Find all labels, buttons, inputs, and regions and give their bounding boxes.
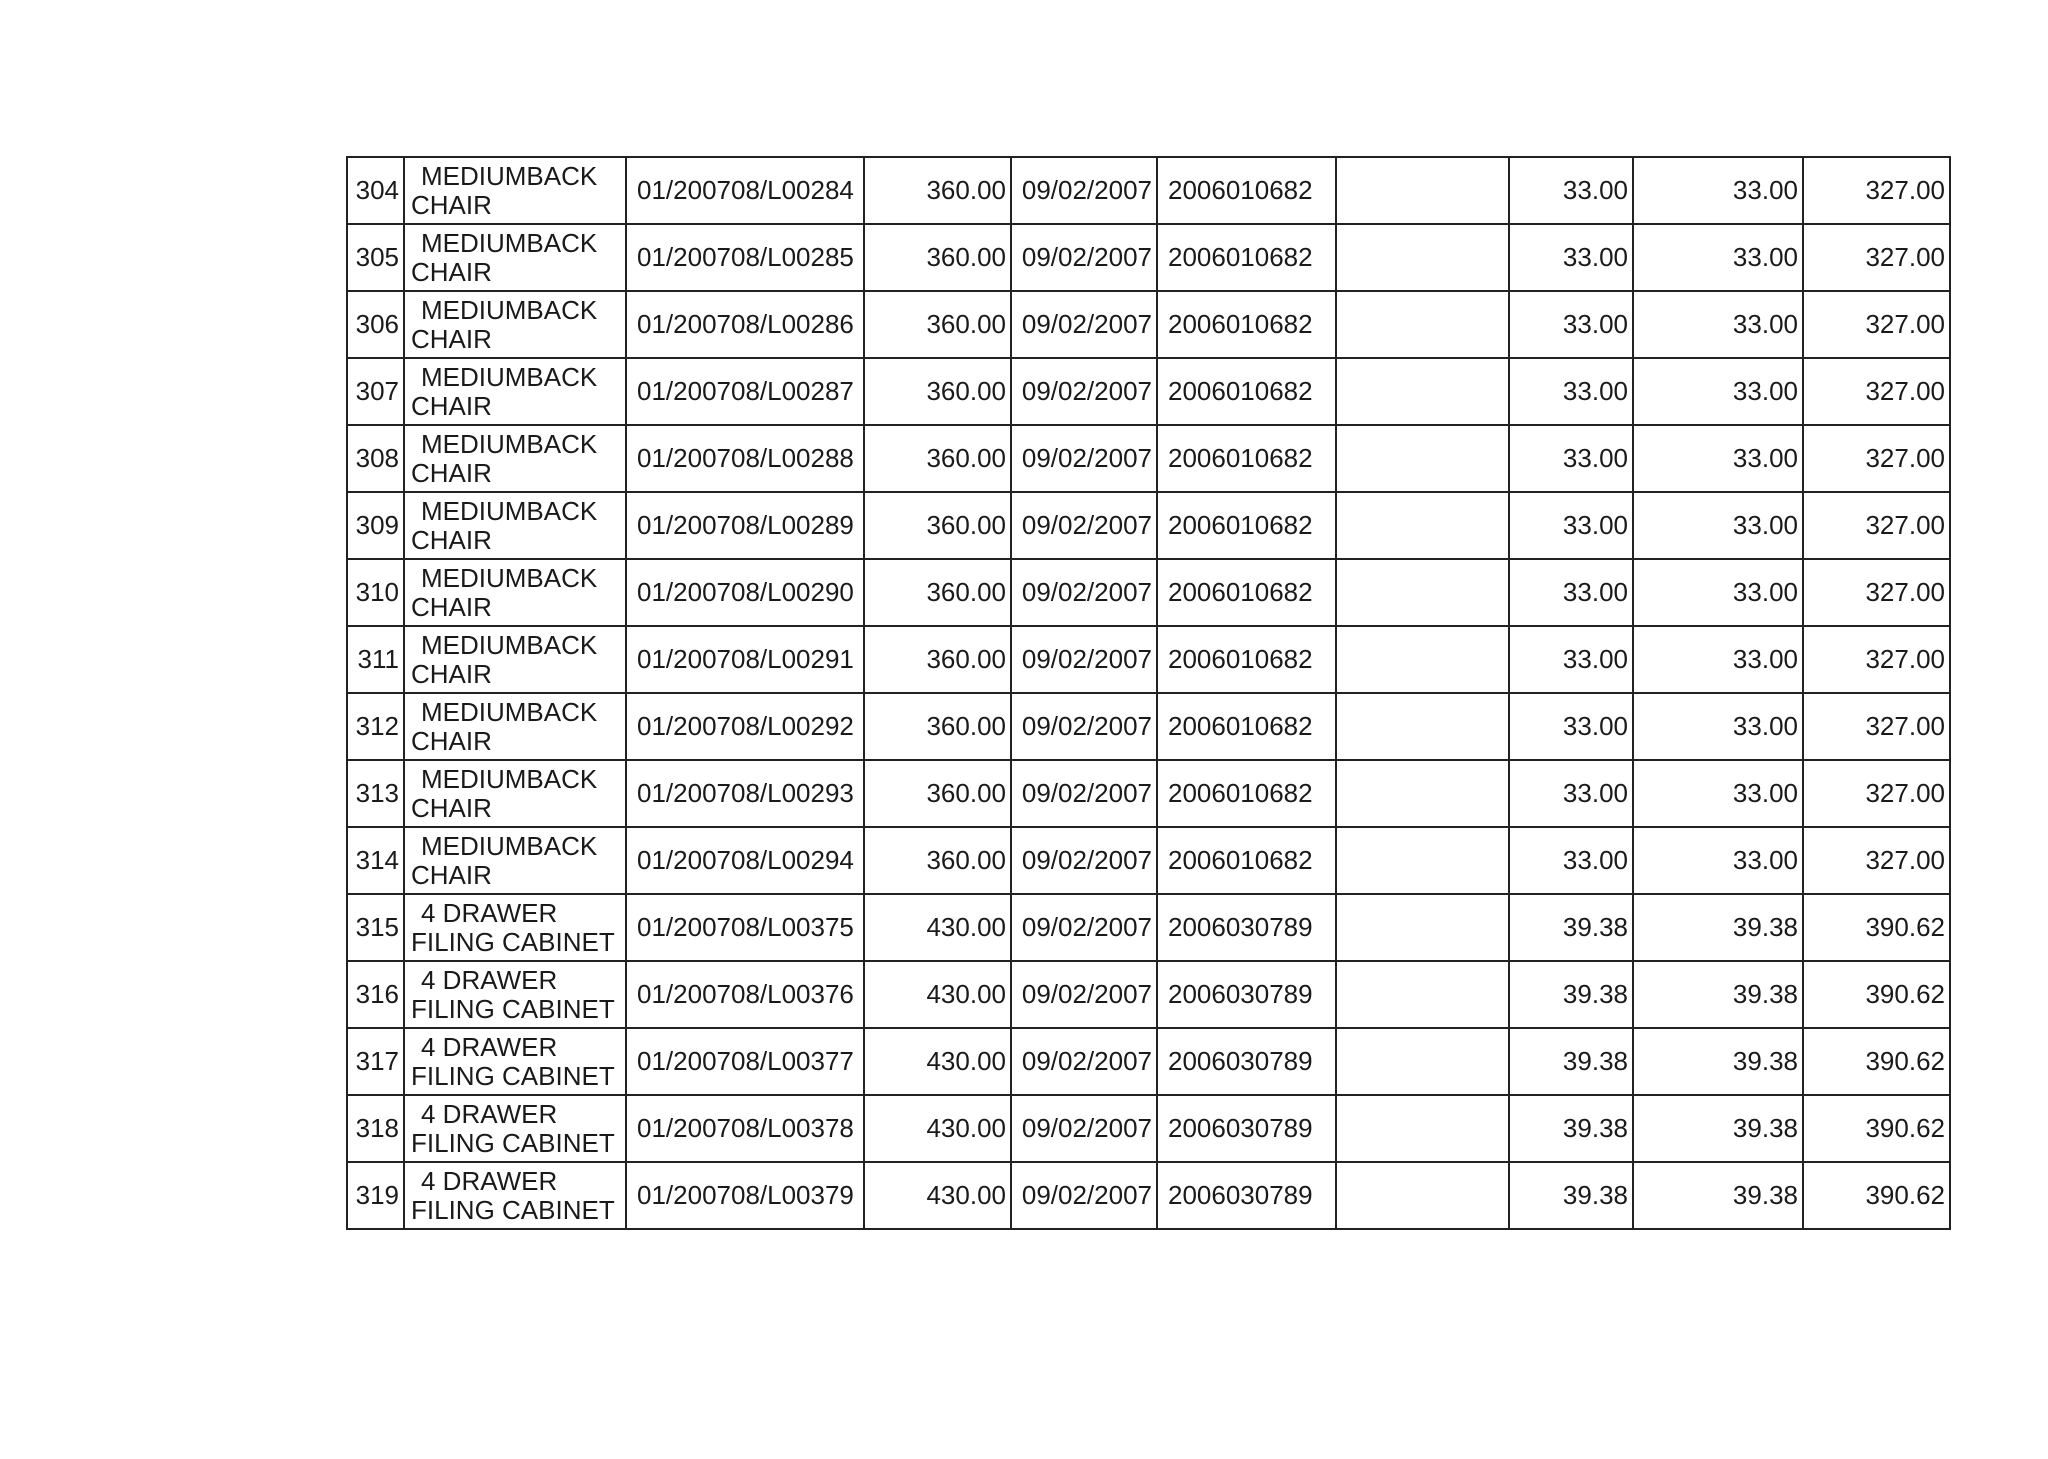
description-line-2: FILING CABINET bbox=[411, 926, 615, 957]
cost-cell: 360.00 bbox=[864, 358, 1011, 425]
description-line-2: CHAIR bbox=[411, 725, 492, 756]
empty-cell bbox=[1336, 827, 1509, 894]
date-cell: 09/02/2007 bbox=[1011, 425, 1157, 492]
table-row bbox=[347, 1095, 1950, 1162]
description-line-1: MEDIUMBACK bbox=[421, 562, 598, 593]
date-cell: 09/02/2007 bbox=[1011, 224, 1157, 291]
empty-cell bbox=[1336, 894, 1509, 961]
table-row bbox=[347, 291, 1950, 358]
code-cell: 2006030789 bbox=[1157, 1095, 1336, 1162]
description-line-1: MEDIUMBACK bbox=[421, 294, 598, 325]
date-cell: 09/02/2007 bbox=[1011, 1095, 1157, 1162]
value-2-cell: 39.38 bbox=[1633, 961, 1803, 1028]
description-line-2: CHAIR bbox=[411, 859, 492, 890]
reference-cell: 01/200708/L00293 bbox=[626, 760, 864, 827]
row-number-cell: 316 bbox=[347, 961, 404, 1028]
description-line-2: FILING CABINET bbox=[411, 1194, 615, 1225]
table-row bbox=[347, 492, 1950, 559]
date-cell: 09/02/2007 bbox=[1011, 157, 1157, 224]
code-cell: 2006010682 bbox=[1157, 626, 1336, 693]
value-1-cell: 39.38 bbox=[1509, 1028, 1633, 1095]
reference-cell: 01/200708/L00377 bbox=[626, 1028, 864, 1095]
row-number-cell: 308 bbox=[347, 425, 404, 492]
value-1-cell: 33.00 bbox=[1509, 358, 1633, 425]
code-cell: 2006010682 bbox=[1157, 492, 1336, 559]
value-1-cell: 33.00 bbox=[1509, 492, 1633, 559]
value-3-cell: 327.00 bbox=[1803, 291, 1950, 358]
description-line-1: 4 DRAWER bbox=[421, 1031, 558, 1062]
description-cell bbox=[404, 291, 626, 358]
value-2-cell: 33.00 bbox=[1633, 559, 1803, 626]
description-line-1: MEDIUMBACK bbox=[421, 629, 598, 660]
row-number-cell: 307 bbox=[347, 358, 404, 425]
value-2-cell: 33.00 bbox=[1633, 425, 1803, 492]
description-cell bbox=[404, 425, 626, 492]
code-cell: 2006030789 bbox=[1157, 1028, 1336, 1095]
value-2-cell: 33.00 bbox=[1633, 291, 1803, 358]
description-line-2: FILING CABINET bbox=[411, 993, 615, 1024]
cost-cell: 360.00 bbox=[864, 492, 1011, 559]
code-cell: 2006010682 bbox=[1157, 827, 1336, 894]
cost-cell: 360.00 bbox=[864, 224, 1011, 291]
reference-cell: 01/200708/L00288 bbox=[626, 425, 864, 492]
description-line-1: MEDIUMBACK bbox=[421, 763, 598, 794]
description-cell bbox=[404, 760, 626, 827]
cost-cell: 360.00 bbox=[864, 559, 1011, 626]
description-cell bbox=[404, 827, 626, 894]
date-cell: 09/02/2007 bbox=[1011, 1162, 1157, 1229]
value-2-cell: 33.00 bbox=[1633, 224, 1803, 291]
value-3-cell: 327.00 bbox=[1803, 693, 1950, 760]
description-line-2: CHAIR bbox=[411, 390, 492, 421]
date-cell: 09/02/2007 bbox=[1011, 291, 1157, 358]
cost-cell: 430.00 bbox=[864, 1028, 1011, 1095]
cost-cell: 360.00 bbox=[864, 291, 1011, 358]
table-row bbox=[347, 894, 1950, 961]
description-line-2: CHAIR bbox=[411, 591, 492, 622]
reference-cell: 01/200708/L00287 bbox=[626, 358, 864, 425]
description-line-2: CHAIR bbox=[411, 189, 492, 220]
value-1-cell: 33.00 bbox=[1509, 291, 1633, 358]
value-3-cell: 390.62 bbox=[1803, 1028, 1950, 1095]
empty-cell bbox=[1336, 358, 1509, 425]
value-1-cell: 39.38 bbox=[1509, 1095, 1633, 1162]
value-3-cell: 390.62 bbox=[1803, 1162, 1950, 1229]
cost-cell: 430.00 bbox=[864, 894, 1011, 961]
row-number-cell: 313 bbox=[347, 760, 404, 827]
row-number-cell: 319 bbox=[347, 1162, 404, 1229]
value-1-cell: 33.00 bbox=[1509, 626, 1633, 693]
value-1-cell: 39.38 bbox=[1509, 1162, 1633, 1229]
table-row bbox=[347, 760, 1950, 827]
value-1-cell: 33.00 bbox=[1509, 559, 1633, 626]
cost-cell: 360.00 bbox=[864, 693, 1011, 760]
row-number-cell: 309 bbox=[347, 492, 404, 559]
code-cell: 2006010682 bbox=[1157, 693, 1336, 760]
reference-cell: 01/200708/L00286 bbox=[626, 291, 864, 358]
cost-cell: 430.00 bbox=[864, 1095, 1011, 1162]
date-cell: 09/02/2007 bbox=[1011, 894, 1157, 961]
value-2-cell: 39.38 bbox=[1633, 1095, 1803, 1162]
row-number-cell: 312 bbox=[347, 693, 404, 760]
description-cell bbox=[404, 961, 626, 1028]
value-1-cell: 33.00 bbox=[1509, 224, 1633, 291]
date-cell: 09/02/2007 bbox=[1011, 559, 1157, 626]
code-cell: 2006010682 bbox=[1157, 760, 1336, 827]
date-cell: 09/02/2007 bbox=[1011, 693, 1157, 760]
reference-cell: 01/200708/L00290 bbox=[626, 559, 864, 626]
row-number-cell: 315 bbox=[347, 894, 404, 961]
cost-cell: 360.00 bbox=[864, 827, 1011, 894]
value-3-cell: 327.00 bbox=[1803, 760, 1950, 827]
value-2-cell: 33.00 bbox=[1633, 626, 1803, 693]
value-3-cell: 327.00 bbox=[1803, 425, 1950, 492]
value-1-cell: 33.00 bbox=[1509, 157, 1633, 224]
table-row bbox=[347, 1028, 1950, 1095]
reference-cell: 01/200708/L00378 bbox=[626, 1095, 864, 1162]
empty-cell bbox=[1336, 1162, 1509, 1229]
table-row bbox=[347, 224, 1950, 291]
description-line-1: MEDIUMBACK bbox=[421, 830, 598, 861]
description-cell bbox=[404, 224, 626, 291]
cost-cell: 360.00 bbox=[864, 760, 1011, 827]
empty-cell bbox=[1336, 1095, 1509, 1162]
empty-cell bbox=[1336, 157, 1509, 224]
code-cell: 2006030789 bbox=[1157, 894, 1336, 961]
value-3-cell: 327.00 bbox=[1803, 827, 1950, 894]
table-row bbox=[347, 626, 1950, 693]
cost-cell: 360.00 bbox=[864, 425, 1011, 492]
value-3-cell: 327.00 bbox=[1803, 626, 1950, 693]
description-line-2: FILING CABINET bbox=[411, 1060, 615, 1091]
date-cell: 09/02/2007 bbox=[1011, 492, 1157, 559]
value-3-cell: 327.00 bbox=[1803, 358, 1950, 425]
description-line-1: MEDIUMBACK bbox=[421, 227, 598, 258]
cost-cell: 360.00 bbox=[864, 626, 1011, 693]
row-number-cell: 306 bbox=[347, 291, 404, 358]
description-line-1: MEDIUMBACK bbox=[421, 696, 598, 727]
table-row bbox=[347, 425, 1950, 492]
value-1-cell: 33.00 bbox=[1509, 827, 1633, 894]
row-number-cell: 318 bbox=[347, 1095, 404, 1162]
reference-cell: 01/200708/L00376 bbox=[626, 961, 864, 1028]
date-cell: 09/02/2007 bbox=[1011, 961, 1157, 1028]
description-line-1: 4 DRAWER bbox=[421, 964, 558, 995]
empty-cell bbox=[1336, 760, 1509, 827]
value-3-cell: 327.00 bbox=[1803, 224, 1950, 291]
description-cell bbox=[404, 1095, 626, 1162]
description-cell bbox=[404, 1028, 626, 1095]
description-line-1: MEDIUMBACK bbox=[421, 361, 598, 392]
code-cell: 2006010682 bbox=[1157, 425, 1336, 492]
date-cell: 09/02/2007 bbox=[1011, 760, 1157, 827]
empty-cell bbox=[1336, 492, 1509, 559]
description-cell bbox=[404, 559, 626, 626]
description-cell bbox=[404, 157, 626, 224]
table-row bbox=[347, 157, 1950, 224]
code-cell: 2006010682 bbox=[1157, 559, 1336, 626]
date-cell: 09/02/2007 bbox=[1011, 1028, 1157, 1095]
reference-cell: 01/200708/L00375 bbox=[626, 894, 864, 961]
value-2-cell: 39.38 bbox=[1633, 894, 1803, 961]
table-row bbox=[347, 1162, 1950, 1229]
date-cell: 09/02/2007 bbox=[1011, 358, 1157, 425]
table-row bbox=[347, 693, 1950, 760]
value-1-cell: 33.00 bbox=[1509, 425, 1633, 492]
code-cell: 2006010682 bbox=[1157, 157, 1336, 224]
table-body bbox=[347, 157, 1950, 1229]
description-line-1: MEDIUMBACK bbox=[421, 160, 598, 191]
value-3-cell: 327.00 bbox=[1803, 157, 1950, 224]
description-cell bbox=[404, 358, 626, 425]
value-1-cell: 33.00 bbox=[1509, 693, 1633, 760]
description-line-1: 4 DRAWER bbox=[421, 1165, 558, 1196]
description-cell bbox=[404, 693, 626, 760]
date-cell: 09/02/2007 bbox=[1011, 626, 1157, 693]
value-2-cell: 39.38 bbox=[1633, 1028, 1803, 1095]
description-line-1: 4 DRAWER bbox=[421, 897, 558, 928]
table-row bbox=[347, 827, 1950, 894]
description-cell bbox=[404, 894, 626, 961]
row-number-cell: 304 bbox=[347, 157, 404, 224]
value-3-cell: 390.62 bbox=[1803, 894, 1950, 961]
asset-register-table bbox=[346, 156, 1951, 1230]
row-number-cell: 305 bbox=[347, 224, 404, 291]
value-2-cell: 33.00 bbox=[1633, 492, 1803, 559]
code-cell: 2006010682 bbox=[1157, 224, 1336, 291]
value-2-cell: 33.00 bbox=[1633, 358, 1803, 425]
empty-cell bbox=[1336, 224, 1509, 291]
table-row bbox=[347, 559, 1950, 626]
description-line-1: MEDIUMBACK bbox=[421, 428, 598, 459]
empty-cell bbox=[1336, 1028, 1509, 1095]
empty-cell bbox=[1336, 961, 1509, 1028]
cost-cell: 360.00 bbox=[864, 157, 1011, 224]
description-line-2: CHAIR bbox=[411, 323, 492, 354]
empty-cell bbox=[1336, 693, 1509, 760]
description-line-2: CHAIR bbox=[411, 524, 492, 555]
value-1-cell: 39.38 bbox=[1509, 894, 1633, 961]
empty-cell bbox=[1336, 291, 1509, 358]
date-cell: 09/02/2007 bbox=[1011, 827, 1157, 894]
reference-cell: 01/200708/L00284 bbox=[626, 157, 864, 224]
empty-cell bbox=[1336, 559, 1509, 626]
table-row bbox=[347, 961, 1950, 1028]
value-2-cell: 33.00 bbox=[1633, 827, 1803, 894]
value-3-cell: 327.00 bbox=[1803, 492, 1950, 559]
description-line-1: 4 DRAWER bbox=[421, 1098, 558, 1129]
empty-cell bbox=[1336, 425, 1509, 492]
reference-cell: 01/200708/L00285 bbox=[626, 224, 864, 291]
empty-cell bbox=[1336, 626, 1509, 693]
row-number-cell: 317 bbox=[347, 1028, 404, 1095]
description-cell bbox=[404, 626, 626, 693]
description-cell bbox=[404, 492, 626, 559]
description-line-1: MEDIUMBACK bbox=[421, 495, 598, 526]
description-line-2: FILING CABINET bbox=[411, 1127, 615, 1158]
reference-cell: 01/200708/L00294 bbox=[626, 827, 864, 894]
cost-cell: 430.00 bbox=[864, 961, 1011, 1028]
reference-cell: 01/200708/L00291 bbox=[626, 626, 864, 693]
value-3-cell: 390.62 bbox=[1803, 961, 1950, 1028]
value-2-cell: 39.38 bbox=[1633, 1162, 1803, 1229]
code-cell: 2006010682 bbox=[1157, 358, 1336, 425]
cost-cell: 430.00 bbox=[864, 1162, 1011, 1229]
value-3-cell: 390.62 bbox=[1803, 1095, 1950, 1162]
code-cell: 2006010682 bbox=[1157, 291, 1336, 358]
code-cell: 2006030789 bbox=[1157, 1162, 1336, 1229]
table-row bbox=[347, 358, 1950, 425]
value-2-cell: 33.00 bbox=[1633, 157, 1803, 224]
reference-cell: 01/200708/L00379 bbox=[626, 1162, 864, 1229]
reference-cell: 01/200708/L00289 bbox=[626, 492, 864, 559]
row-number-cell: 311 bbox=[347, 626, 404, 693]
description-cell bbox=[404, 1162, 626, 1229]
code-cell: 2006030789 bbox=[1157, 961, 1336, 1028]
reference-cell: 01/200708/L00292 bbox=[626, 693, 864, 760]
value-1-cell: 33.00 bbox=[1509, 760, 1633, 827]
row-number-cell: 310 bbox=[347, 559, 404, 626]
description-line-2: CHAIR bbox=[411, 792, 492, 823]
description-line-2: CHAIR bbox=[411, 658, 492, 689]
row-number-cell: 314 bbox=[347, 827, 404, 894]
value-1-cell: 39.38 bbox=[1509, 961, 1633, 1028]
value-2-cell: 33.00 bbox=[1633, 693, 1803, 760]
value-2-cell: 33.00 bbox=[1633, 760, 1803, 827]
description-line-2: CHAIR bbox=[411, 256, 492, 287]
description-line-2: CHAIR bbox=[411, 457, 492, 488]
value-3-cell: 327.00 bbox=[1803, 559, 1950, 626]
